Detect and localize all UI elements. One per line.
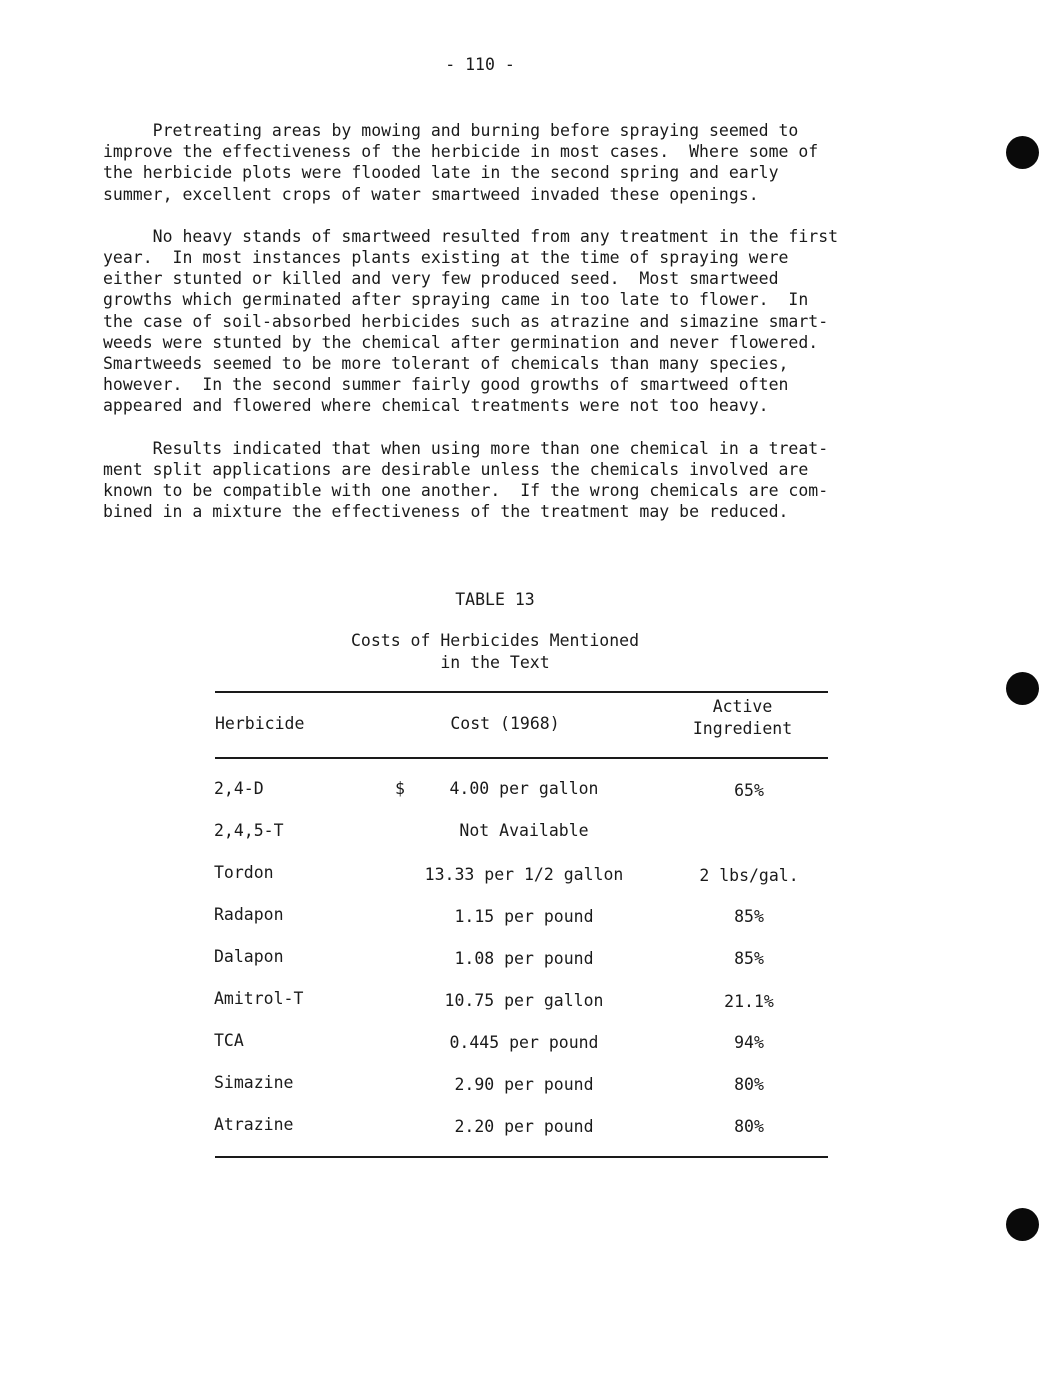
cell-herbicide: 2,4,5-T — [214, 821, 284, 840]
cell-cost: 4.00 per gallon — [449, 779, 599, 798]
table-title — [0, 630, 990, 673]
cell-herbicide: Tordon — [214, 863, 274, 882]
paragraph-results: Results indicated that when using more than one chemical in a treat- ment split applications are desirable unless the chemicals involved are known to be compatible with one another. If the wrong chemicals are com- bined in a mixture the effectiveness of the treatment may be reduced. — [103, 438, 829, 522]
punch-hole — [1006, 136, 1039, 169]
cell-herbicide: Amitrol-T — [214, 989, 304, 1008]
table-label: TABLE 13 — [455, 590, 535, 609]
cell-active: 85% — [734, 907, 764, 926]
cell-cost: Not Available — [459, 821, 589, 840]
cell-cost: 2.20 per pound — [454, 1117, 594, 1136]
cell-active: 21.1% — [724, 992, 774, 1011]
header-active-line-1: Active — [712, 697, 773, 716]
cell-active: 80% — [734, 1117, 764, 1136]
cell-herbicide: Simazine — [214, 1073, 294, 1092]
cell-herbicide: Radapon — [214, 905, 284, 924]
table-header-rule — [215, 757, 828, 759]
cell-cost: 1.15 per pound — [454, 907, 594, 926]
cell-herbicide: Atrazine — [214, 1115, 294, 1134]
header-cost: Cost (1968) — [450, 714, 560, 733]
cell-cost: 1.08 per pound — [454, 949, 594, 968]
punch-hole — [1006, 672, 1039, 705]
cell-active: 85% — [734, 949, 764, 968]
cell-active: 80% — [734, 1075, 764, 1094]
cell-herbicide: TCA — [214, 1031, 244, 1050]
header-active-line-2: Ingredient — [692, 718, 793, 738]
paragraph-pretreating: Pretreating areas by mowing and burning before spraying seemed to improve the effectiveness of the herbicide in most cases. Where some of the herbicide plots were flooded late in the second spring and early summer, excellent crops of water smartweed invaded these openings. — [103, 121, 819, 204]
punch-hole — [1006, 1208, 1039, 1241]
paragraph-smartweed-stands: No heavy stands of smartweed resulted from any treatment in the first year. In most instances plants existing at the time of spraying were either stunted or killed and very few produced seed. Most smartweed growths which germinated after spraying came in too late to flower. In the case of soil-absorbed herbicides such as atrazine and simazine smart- weeds were stunted by the chemical after germination and never flowered. Smartweeds seemed to be more tolerant of chemicals than many species, however. In the second summer fairly good growths of smartweed often appeared and flowered where chemical treatments were not too heavy. — [103, 226, 839, 416]
cell-cost: 13.33 per 1/2 gallon — [424, 865, 624, 884]
cell-cost: 0.445 per pound — [449, 1033, 599, 1052]
page-number: - 110 - — [445, 55, 515, 74]
cell-cost: 2.90 per pound — [454, 1075, 594, 1094]
cell-cost: 10.75 per gallon — [444, 991, 604, 1010]
body-text — [103, 120, 903, 543]
header-active-ingredient — [680, 696, 805, 739]
table-top-rule — [215, 691, 828, 693]
table-bottom-rule — [215, 1156, 828, 1158]
cell-herbicide: 2,4-D — [214, 779, 264, 798]
cell-active: 2 lbs/gal. — [699, 866, 799, 885]
currency-symbol: $ — [395, 779, 405, 798]
cell-active: 65% — [734, 781, 764, 800]
cell-active: 94% — [734, 1033, 764, 1052]
table-title-line-2: in the Text — [440, 652, 550, 672]
header-herbicide: Herbicide — [215, 714, 305, 733]
cell-herbicide: Dalapon — [214, 947, 284, 966]
table-title-line-1: Costs of Herbicides Mentioned — [350, 631, 640, 650]
